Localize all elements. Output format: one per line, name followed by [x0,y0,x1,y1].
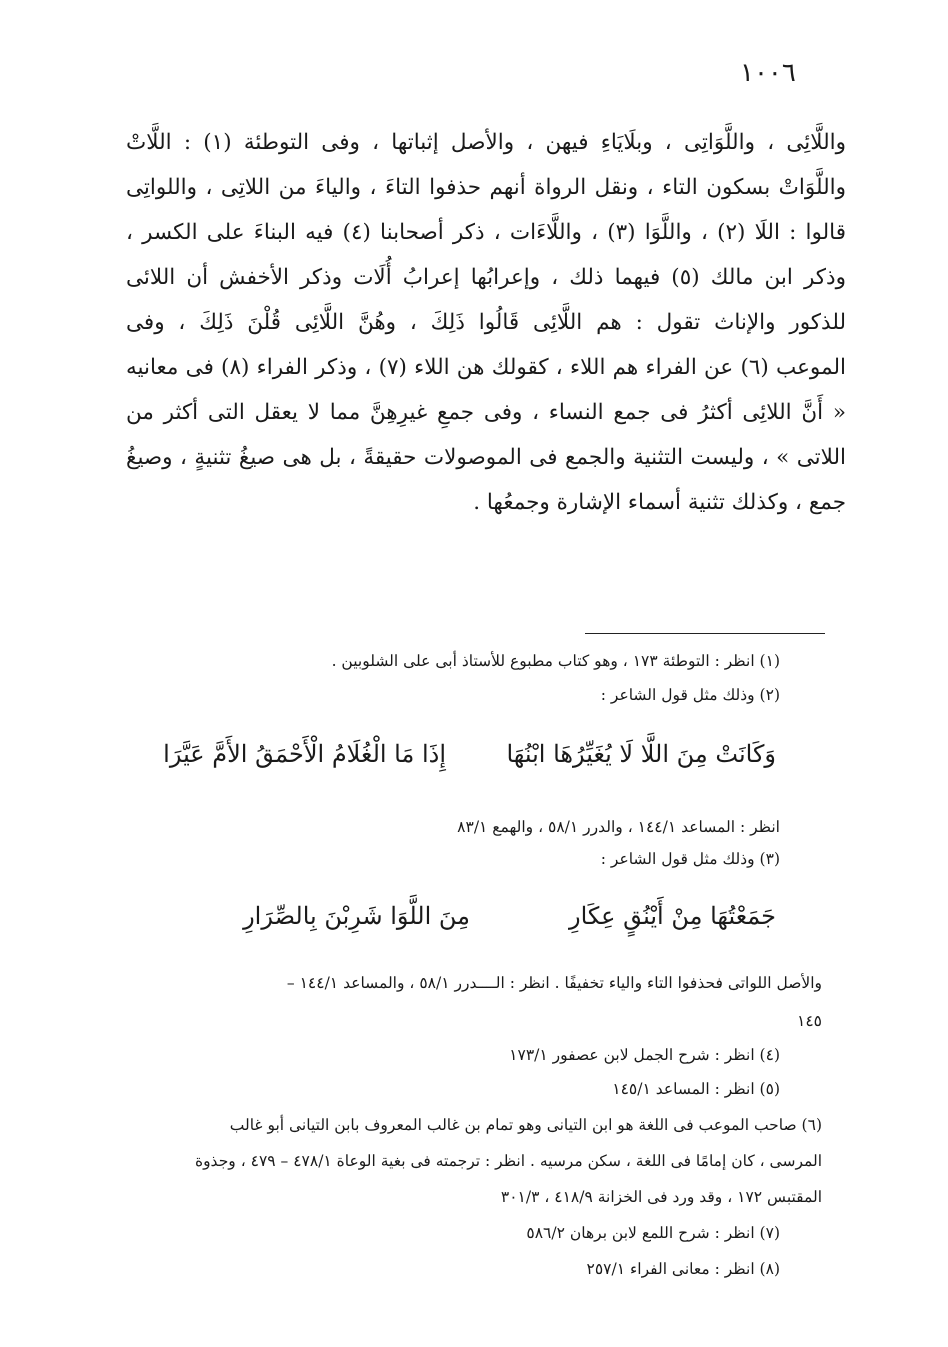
footnote-3-reference: والأصل اللواتى فحذفوا التاء والياء تخفيفًا . انظر : الــــدرر ٥٨/١ ، والمساعد ١٤٤/١ – [286,974,822,992]
main-text [126,120,846,525]
footnote-7: (٧) انظر : شرح اللمع لابن برهان ٥٨٦/٢ [526,1224,780,1242]
main-text-line: واللَّوَاتْ بسكون التاء ، ونقل الرواة أنهم حذفوا التاءَ ، والياءَ من اللاتِى ، واللواتِى [126,175,846,200]
footnote-3: (٣) وذلك مثل قول الشاعر : [600,850,780,868]
footnote-6: (٦) صاحب الموعب فى اللغة هو ابن التيانى وهو تمام بن غالب المعروف بابن التيانى أبو غالب [229,1116,822,1134]
verse-1-second-hemistich: إِذَا مَا الْغُلَامُ الْأَحْمَقُ الأَمَّ عَيَّرَا [163,740,446,768]
main-text-line: واللَّائِى ، واللَّوَاتِى ، وبلَايَاءِ فيهن ، والأصل إثباتها ، وفى التوطئة (١) : اللَّاتْ [126,130,846,155]
main-text-line: « أَنَّ اللائِى أكثرُ فى جمع النساء ، وفى جمعِ غيرِهِنَّ مما لا يعقل التى أكثر من [126,400,846,425]
footnote-4: (٤) انظر : شرح الجمل لابن عصفور ١٧٣/١ [509,1046,780,1064]
footnote-5: (٥) انظر : المساعد ١٤٥/١ [612,1080,780,1098]
verse-2-first-hemistich: جَمَعْتُهَا مِنْ أَيْنُقٍ عِكَارِ [569,902,776,930]
footnote-6-cont: المرسى ، كان إمامًا فى اللغة ، سكن مرسيه . انظر : ترجمته فى بغية الوعاة ٤٧٨/١ – ٤٧٩ ، وجذوة [194,1152,822,1170]
footnote-separator [585,633,825,634]
footnote-2-reference: انظر : المساعد ١٤٤/١ ، والدرر ٥٨/١ ، والهمع ٨٣/١ [457,818,780,836]
main-text-line: للذكور والإناث تقول : هم اللَّائِى قَالُوا ذَلِكَ ، وهُنَّ اللَّائِى قُلْنَ ذَلِكَ ، وفى [126,310,846,335]
main-text-line: الموعب (٦) عن الفراء هم اللاء ، كقولك هن اللاء (٧) ، وذكر الفراء (٨) فى معانيه [126,355,846,380]
main-text-line: قالوا : اللَا (٢) ، واللَّوَا (٣) ، واللَّاءَات ، ذكر أصحابنا (٤) فيه البناءَ على الكسر ، [126,220,846,245]
verse-1-first-hemistich: وَكَانَتْ مِنَ اللَّا لَا يُغَيِّرُهَا ابْنُهَا [506,740,776,768]
page-number: ١٠٠٦ [740,58,796,88]
footnote-6-cont: المقتبس ١٧٢ ، وقد ورد فى الخزانة ٤١٨/٩ ، ٣٠١/٣ [500,1188,822,1206]
main-text-line: جمع ، وكذلك تثنية أسماء الإشارة وجمعُها . [473,490,846,515]
main-text-line: اللاتى » ، وليست التثنية والجمع فى الموصولات حقيقةً ، بل هى صيغُ تثنيةٍ ، وصيغُ [126,445,846,470]
main-text-line: وذكر ابن مالك (٥) فيهما ذلك ، وإعرابُها إعرابُ أُلَات وذكر الأخفش أن اللائى [126,265,846,290]
footnote-8: (٨) انظر : معانى الفراء ٢٥٧/١ [586,1260,780,1278]
footnote-2: (٢) وذلك مثل قول الشاعر : [600,686,780,704]
footnote-3-reference-cont: ١٤٥ [797,1012,822,1030]
verse-2-second-hemistich: مِنَ اللَّوَا شَرِبْنَ بِالصِّرَارِ [243,902,470,930]
footnote-1: (١) انظر : التوطئة ١٧٣ ، وهو كتاب مطبوع للأستاذ أبى على الشلوبين . [331,652,780,670]
